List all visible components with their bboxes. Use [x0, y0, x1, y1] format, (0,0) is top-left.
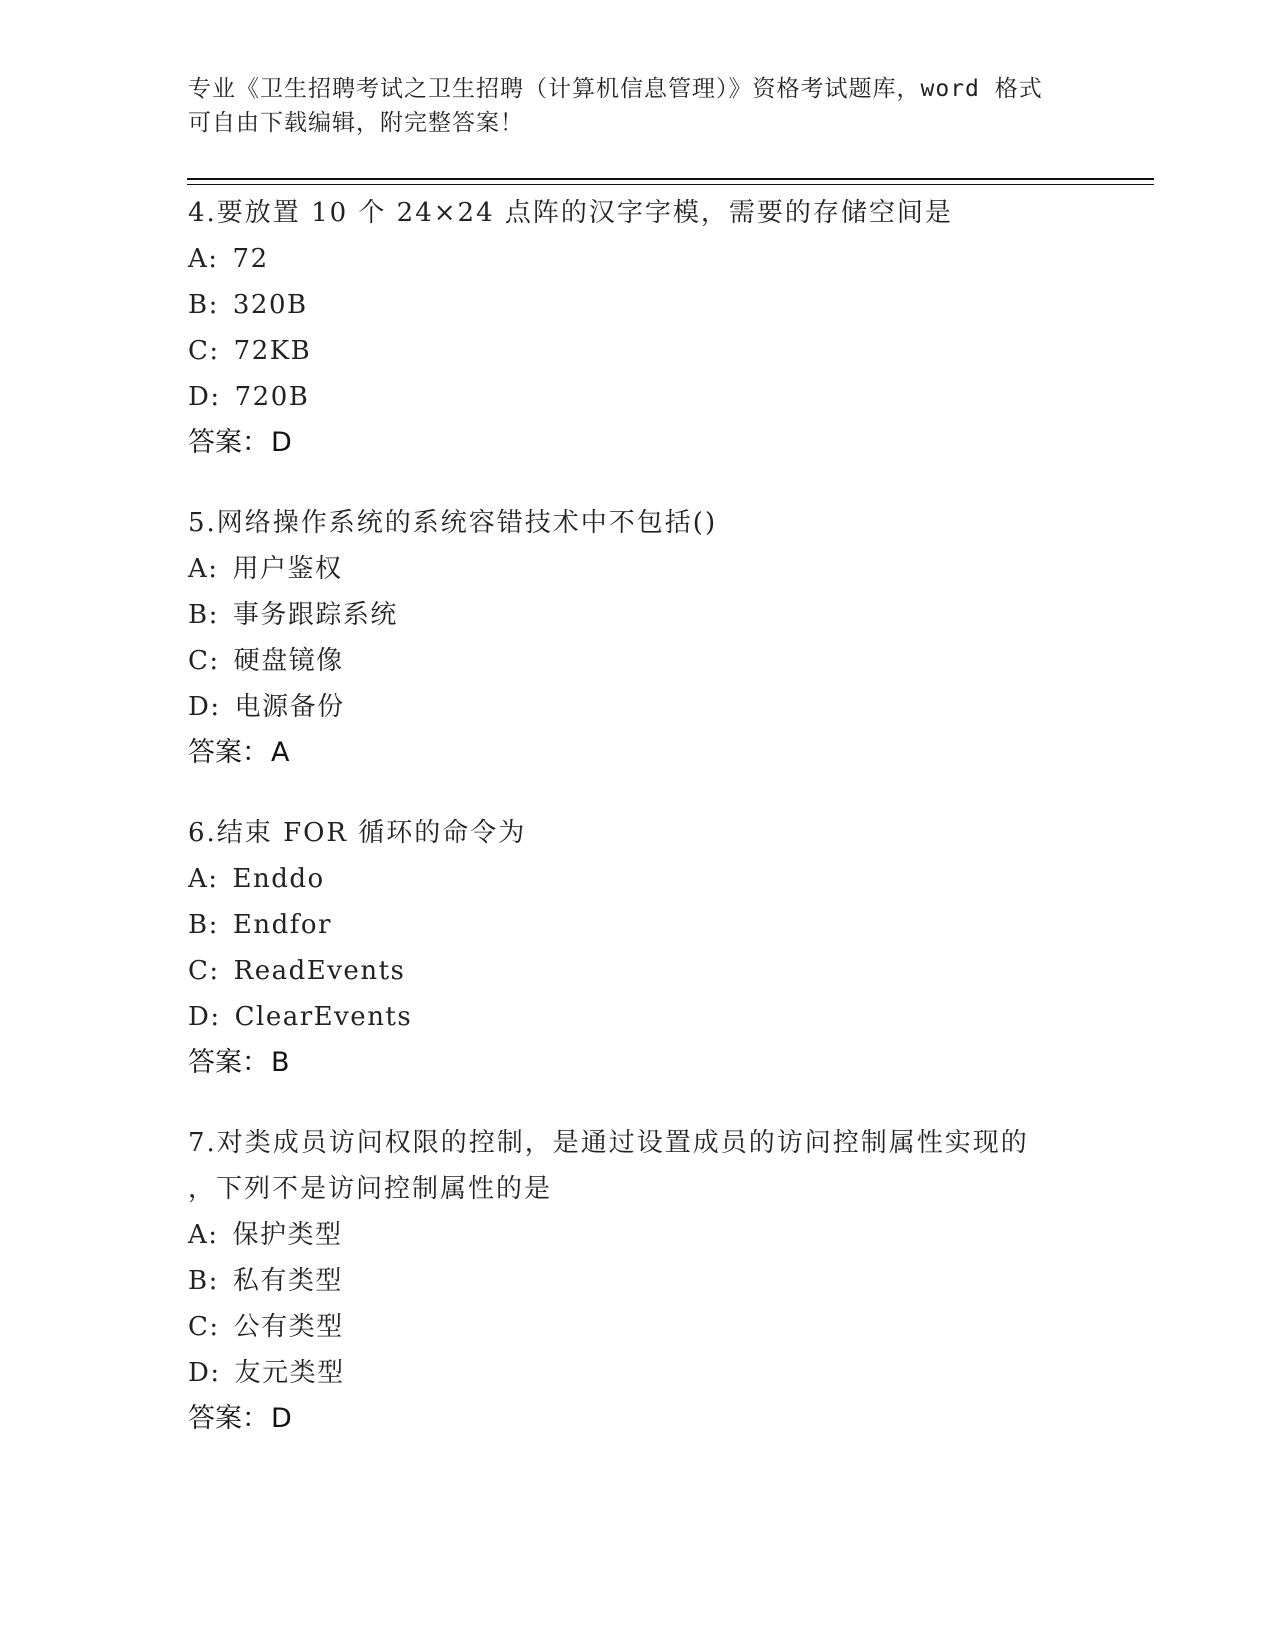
option-text: 友元类型: [234, 1358, 345, 1388]
question-7: [188, 1120, 1148, 1442]
option-letter: D:: [188, 1358, 221, 1388]
option-d: [188, 994, 1148, 1040]
answer-label: 答案：: [188, 1047, 269, 1078]
option-letter: A:: [188, 554, 219, 584]
option-text: 公有类型: [233, 1312, 344, 1342]
answer-line: [188, 730, 1148, 776]
option-text: 保护类型: [232, 1220, 343, 1250]
option-b: [188, 282, 1148, 328]
option-c: [188, 1304, 1148, 1350]
option-text: 72KB: [233, 336, 312, 366]
option-b: [188, 902, 1148, 948]
option-letter: B:: [188, 910, 219, 940]
question-4: [188, 190, 1148, 466]
option-letter: C:: [188, 956, 220, 986]
question-stem: 5.网络操作系统的系统容错技术中不包括(): [188, 508, 718, 538]
option-letter: A:: [188, 1220, 219, 1250]
option-letter: D:: [188, 382, 221, 412]
option-letter: C:: [188, 336, 220, 366]
option-a: [188, 546, 1148, 592]
option-text: Endfor: [232, 910, 332, 940]
option-letter: C:: [188, 1312, 220, 1342]
option-letter: B:: [188, 600, 219, 630]
option-c: [188, 638, 1148, 684]
answer-label: 答案：: [188, 427, 269, 458]
answer-line: [188, 1396, 1148, 1442]
question-stem: 4.要放置 10 个 24×24 点阵的汉字字模，需要的存储空间是: [188, 198, 953, 228]
option-b: [188, 592, 1148, 638]
option-text: 720B: [234, 382, 310, 412]
answer-value: D: [271, 427, 292, 458]
option-letter: D:: [188, 692, 221, 722]
option-text: 事务跟踪系统: [232, 600, 398, 630]
option-text: Enddo: [232, 864, 325, 894]
option-a: [188, 856, 1148, 902]
option-a: [188, 1212, 1148, 1258]
option-text: ReadEvents: [233, 956, 406, 986]
question-stem-line-1: 7.对类成员访问权限的控制，是通过设置成员的访问控制属性实现的: [188, 1128, 1029, 1158]
option-text: 私有类型: [232, 1266, 343, 1296]
answer-line: [188, 1040, 1148, 1086]
option-letter: D:: [188, 1002, 221, 1032]
option-a: [188, 236, 1148, 282]
option-letter: A:: [188, 244, 219, 274]
document-header: [188, 72, 1088, 140]
option-letter: B:: [188, 1266, 219, 1296]
option-text: 用户鉴权: [232, 554, 343, 584]
option-letter: C:: [188, 646, 220, 676]
answer-value: A: [271, 737, 290, 768]
option-text: 72: [232, 244, 269, 274]
answer-label: 答案：: [188, 737, 269, 768]
option-text: 电源备份: [234, 692, 345, 722]
answer-value: D: [271, 1403, 292, 1434]
option-d: [188, 1350, 1148, 1396]
answer-line: [188, 420, 1148, 466]
answer-label: 答案：: [188, 1403, 269, 1434]
answer-value: B: [271, 1047, 290, 1078]
header-line-2: 可自由下载编辑，附完整答案！: [188, 110, 524, 136]
option-text: 320B: [232, 290, 308, 320]
question-stem-line-2: ，下列不是访问控制属性的是: [188, 1174, 553, 1204]
option-text: 硬盘镜像: [233, 646, 344, 676]
header-divider: [187, 178, 1154, 185]
question-6: [188, 810, 1148, 1086]
question-stem: 6.结束 FOR 循环的命令为: [188, 818, 527, 848]
question-list: [188, 190, 1148, 1476]
option-c: [188, 328, 1148, 374]
option-b: [188, 1258, 1148, 1304]
option-c: [188, 948, 1148, 994]
option-letter: B:: [188, 290, 219, 320]
header-line-1: 专业《卫生招聘考试之卫生招聘（计算机信息管理）》资格考试题库，word 格式: [188, 76, 1043, 102]
option-letter: A:: [188, 864, 219, 894]
option-text: ClearEvents: [234, 1002, 413, 1032]
question-5: [188, 500, 1148, 776]
option-d: [188, 374, 1148, 420]
option-d: [188, 684, 1148, 730]
